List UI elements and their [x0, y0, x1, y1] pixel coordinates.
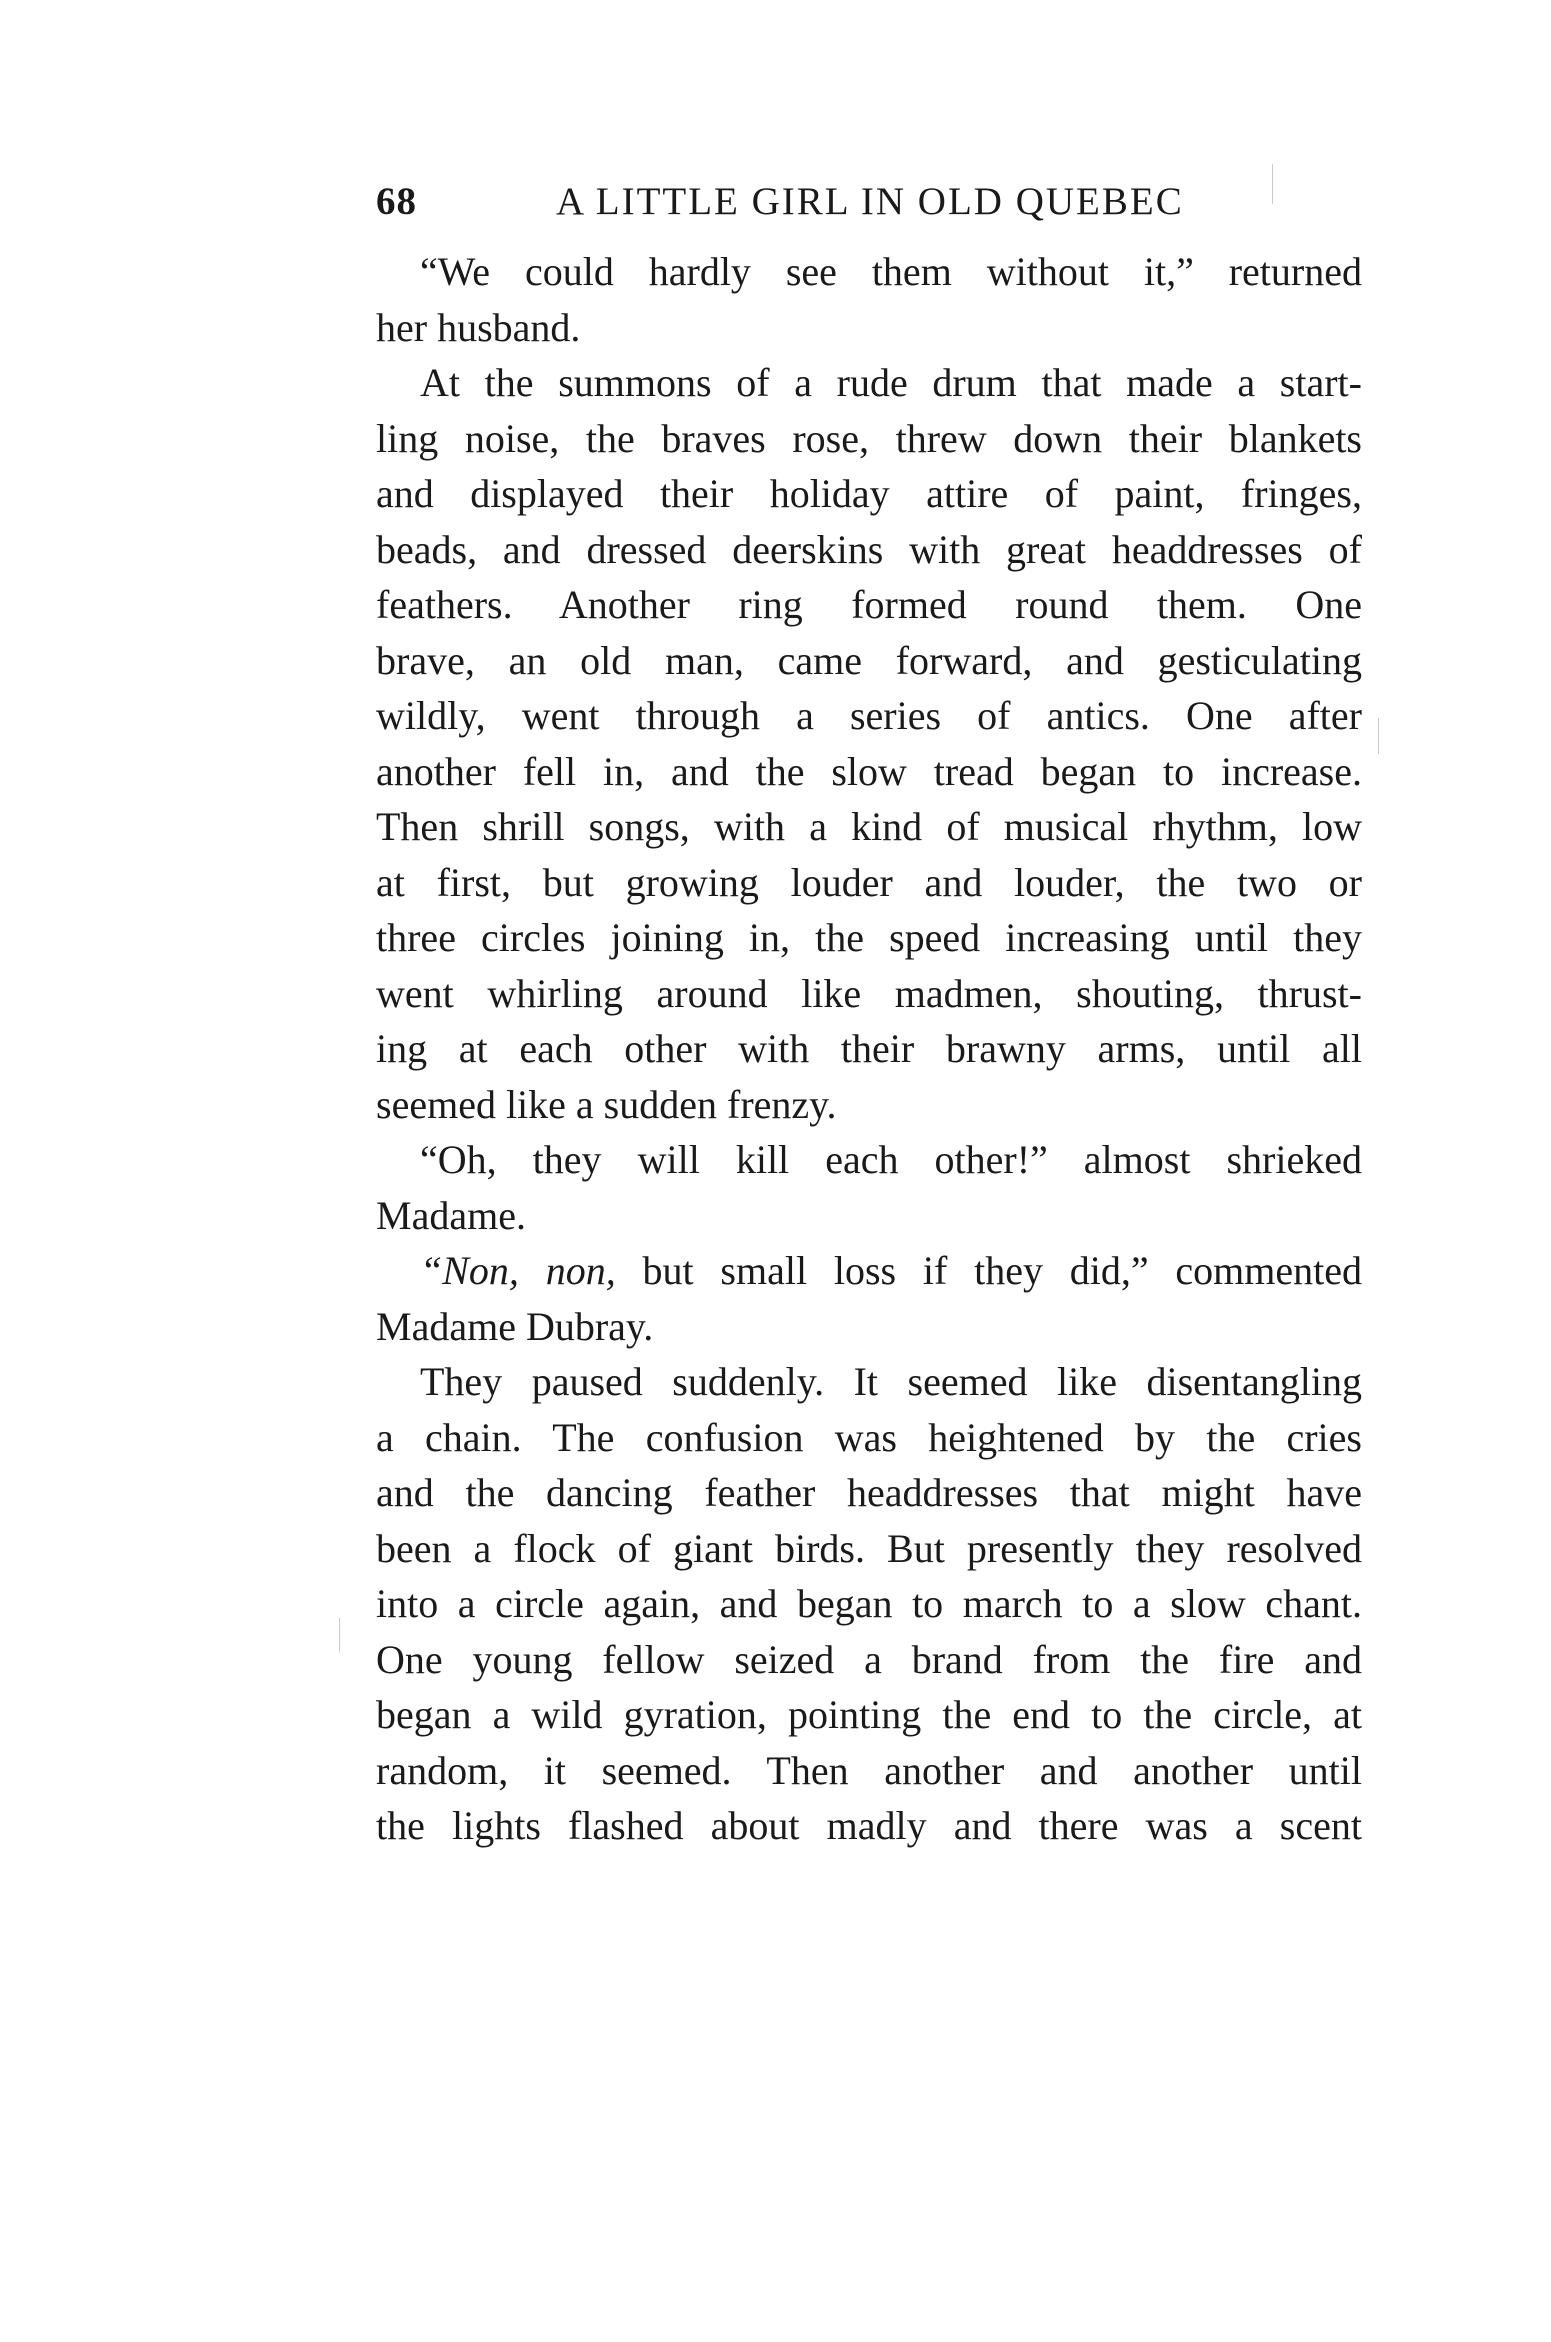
text-line: “We could hardly see them without it,” returned [420, 249, 1362, 294]
text-line: Madame Dubray. [376, 1303, 654, 1349]
text-line: been a flock of giant birds. But presently they resolved [376, 1525, 1362, 1571]
scan-mark [1378, 718, 1379, 754]
text-line: seemed like a sudden frenzy. [376, 1081, 837, 1127]
text-line: a chain. The confusion was heightened by the cries [376, 1414, 1362, 1460]
book-title: A LITTLE GIRL IN OLD QUEBEC [556, 180, 1184, 223]
text-line: wildly, went through a series of antics. One after [376, 693, 1362, 738]
text-fragment: but small loss if they did,” commented [642, 1248, 1363, 1293]
text-line: and displayed their holiday attire of paint, fringes, [376, 471, 1362, 516]
text-line: beads, and dressed deerskins with great headdresses of [376, 526, 1362, 572]
text-line: brave, an old man, came forward, and gesticulating [376, 637, 1362, 683]
italic-phrase: “Non, non, [420, 1248, 616, 1293]
running-head [376, 172, 1366, 232]
text-line: Then shrill songs, with a kind of musical rhythm, low [376, 804, 1362, 849]
text-line: and the dancing feather headdresses that might have [376, 1470, 1362, 1515]
text-line: At the summons of a rude drum that made a start- [420, 360, 1362, 405]
text-line: went whirling around like madmen, shouting, thrust- [376, 970, 1362, 1016]
text-line: One young fellow seized a brand from the fire and [376, 1636, 1362, 1682]
text-line: her husband. [376, 304, 581, 350]
text-line: random, it seemed. Then another and another until [376, 1747, 1362, 1793]
text-line: three circles joining in, the speed increasing until they [376, 915, 1362, 960]
text-line: “Oh, they will kill each other!” almost shrieked [420, 1137, 1362, 1182]
text-line: into a circle again, and began to march to a slow chant. [376, 1581, 1362, 1626]
page-number: 68 [376, 180, 417, 223]
text-line: ing at each other with their brawny arms, until all [376, 1026, 1362, 1071]
text-line: feathers. Another ring formed round them. One [376, 582, 1362, 627]
text-line: ling noise, the braves rose, threw down their blankets [376, 415, 1362, 461]
text-line-mixed [376, 1243, 1362, 1299]
text-line: the lights flashed about madly and there was a scent [376, 1803, 1362, 1848]
text-line: Madame. [376, 1192, 526, 1238]
text-line: began a wild gyration, pointing the end to the circle, at [376, 1692, 1362, 1737]
scan-mark [1272, 164, 1273, 204]
text-line: at first, but growing louder and louder, the two or [376, 859, 1362, 905]
text-line: another fell in, and the slow tread began to increase. [376, 748, 1362, 794]
body-text [376, 244, 1362, 1854]
text-line: They paused suddenly. It seemed like disentangling [420, 1359, 1362, 1404]
scan-mark [339, 1618, 340, 1652]
